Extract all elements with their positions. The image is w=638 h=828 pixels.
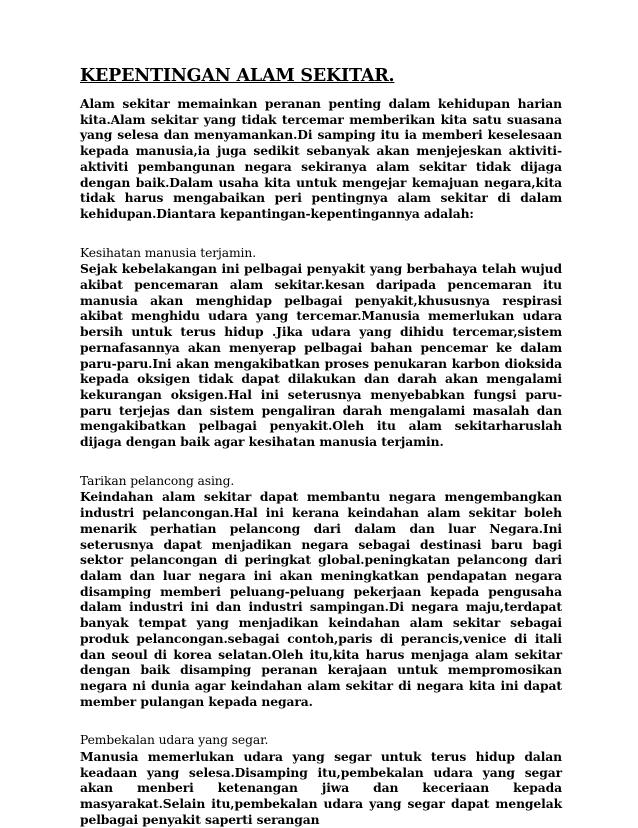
intro-paragraph: Alam sekitar memainkan peranan penting dalam kehidupan harian kita.Alam sekitar yang tidak tercemar memberikan kita satu suasana yang selesa dan menyamankan.Di samping itu ia memberi keselesaan kepada manusia,ia juga sedikit sebanyak akan menjejeskan aktiviti-aktiviti pembangunan negara sekiranya alam sekitar tidak dijaga dengan baik.Dalam usaha kita untuk mengejar kemajuan negara,kita tidak harus mengabaikan peri pentingnya alam sekitar di dalam kehidupan.Diantara kepantingan-kepentingannya adalah: (80, 96, 562, 221)
document-title: KEPENTINGAN ALAM SEKITAR. (80, 66, 395, 86)
section-heading: Kesihatan manusia terjamin. (80, 245, 257, 260)
section-body: Keindahan alam sekitar dapat membantu negara mengembangkan industri pelancongan.Hal ini kerana keindahan alam sekitar boleh menarik perhatian pelancong dari dalam dan luar Negara.Ini seterusnya dapat menjadikan negara sebagai destinasi baru bagi sektor pelancongan di peringkat global.peningkatan pelancong dari dalam dan luar negara ini akan meningkatkan pendapatan negara disamping memberi peluang-peluang pekerjaan kepada pengusaha dalam industri ini dan industri sampingan.Di negara maju,terdapat banyak tempat yang menjadikan keindahan alam sekitar sebagai produk pelancongan.sebagai contoh,paris di perancis,venice di itali dan seoul di korea selatan.Oleh itu,kita harus menjaga alam sekitar dengan baik disamping peranan kerajaan untuk mempromosikan negara ni dunia agar keindahan alam sekitar di negara kita ini dapat member pulangan kepada negara. (80, 489, 562, 709)
section-fresh-air (80, 733, 562, 827)
section-heading: Pembekalan udara yang segar. (80, 733, 269, 748)
section-body: Manusia memerlukan udara yang segar untuk terus hidup dalan keadaan yang selesa.Disamping itu,pembekalan udara yang segar akan menberi ketenangan jiwa dan keceriaan kepada masyarakat.Selain itu,pembekalan udara yang segar dapat mengelak pelbagai penyakit saperti serangan (80, 749, 562, 827)
section-tourism (80, 474, 562, 710)
section-heading: Tarikan pelancong asing. (80, 473, 235, 488)
section-health (80, 246, 562, 450)
section-body: Sejak kebelakangan ini pelbagai penyakit yang berbahaya telah wujud akibat pencemaran alam sekitar.kesan daripada pencemaran itu manusia akan menghidap pelbagai penyakit,khususnya respirasi akibat menghidu udara yang tercemar.Manusia memerlukan udara bersih untuk terus hidup .Jika udara yang dihidu tercemar,sistem pernafasannya akan menyerap pelbagai bahan pencemar ke dalam paru-paru.Ini akan mengakibatkan proses penukaran karbon dioksida kepada oksigen tidak dapat dilakukan dan darah akan mengalami kekurangan oksigen.Hal ini seterusnya menyebabkan fungsi paru-paru terjejas dan sistem pengaliran darah mengalami masalah dan mengakibatkan pelbagai penyakit.Oleh itu alam sekitarharuslah dijaga dengan baik agar kesihatan manusia terjamin. (80, 261, 562, 450)
document-page (80, 66, 562, 828)
